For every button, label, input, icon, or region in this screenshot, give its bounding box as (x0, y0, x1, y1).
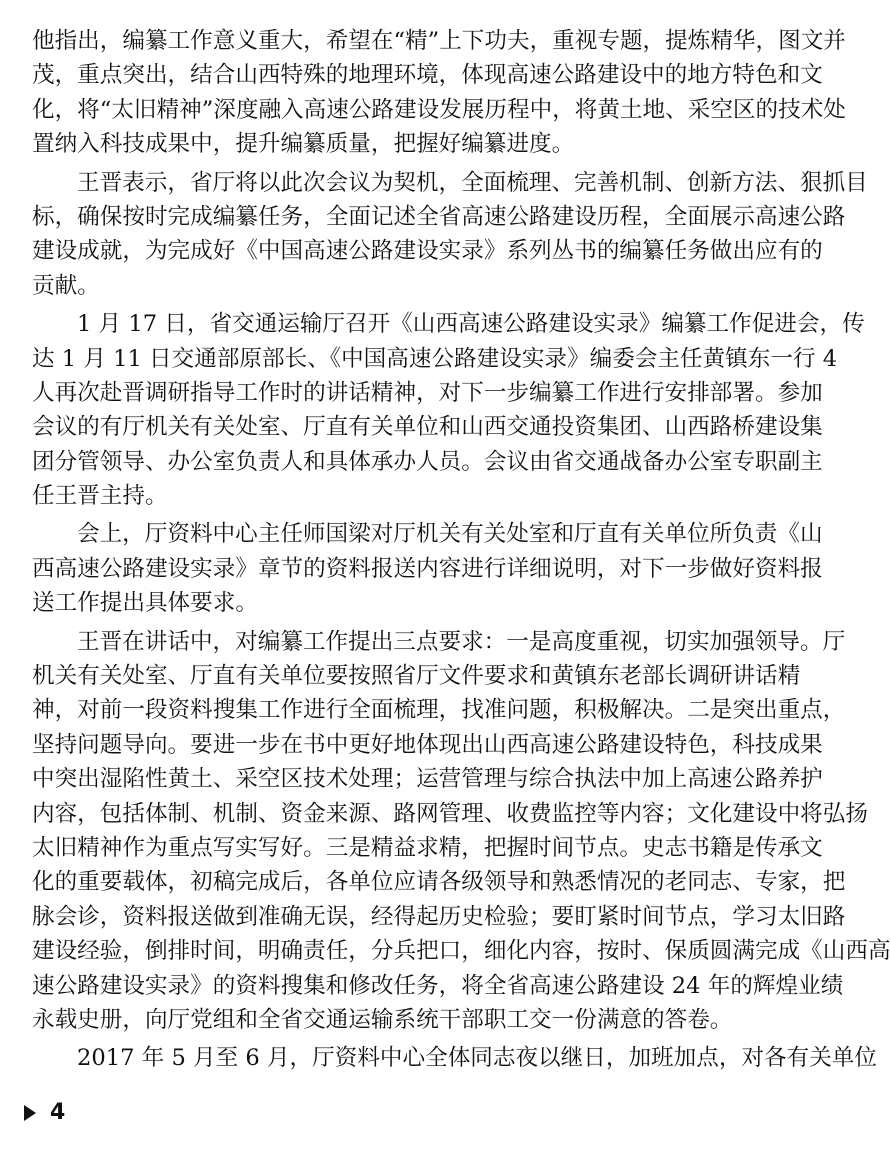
text-line: 太旧精神作为重点写实写好。三是精益求精，把握时间节点。史志书籍是传承文 (32, 834, 823, 861)
paragraph (32, 517, 823, 620)
text-line: 2017 年 5 月至 6 月，厅资料中心全体同志夜以继日，加班加点，对各有关单位 (77, 1045, 877, 1072)
text-line: 王晋在讲话中，对编纂工作提出三点要求：一是高度重视，切实加强领导。厅 (77, 628, 846, 655)
text-line: 茂，重点突出，结合山西特殊的地理环境，体现高速公路建设中的地方特色和文 (32, 62, 823, 89)
text-line: 达 1 月 11 日交通部原部长、《中国高速公路建设实录》编委会主任黄镇东一行 4 (32, 345, 838, 372)
text-line: 他指出，编纂工作意义重大，希望在“精”上下功夫，重视专题，提炼精华，图文并 (32, 28, 846, 54)
triangle-right-icon (24, 1105, 36, 1121)
text-line: 置纳入科技成果中，提升编纂质量，把握好编纂进度。 (32, 131, 575, 158)
text-line: 建设成就，为完成好《中国高速公路建设实录》系列丛书的编纂任务做出应有的 (32, 238, 823, 265)
text-line: 坚持问题导向。要进一步在书中更好地体现出山西高速公路建设特色，科技成果 (32, 731, 823, 758)
text-line: 任王晋主持。 (32, 483, 168, 510)
text-line: 内容，包括体制、机制、资金来源、路网管理、收费监控等内容；文化建设中将弘扬 (32, 800, 868, 827)
text-line: 化，将“太旧精神”深度融入高速公路建设发展历程中，将黄土地、采空区的技术处 (32, 96, 846, 123)
text-line: 速公路建设实录》的资料搜集和修改任务，将全省高速公路建设 24 年的辉煌业绩 (32, 972, 844, 999)
paragraph (32, 625, 891, 1038)
page-number: 4 (50, 1100, 66, 1125)
paragraph (32, 1041, 877, 1075)
text-line: 1 月 17 日，省交通运输厅召开《山西高速公路建设实录》编纂工作促进会，传 (77, 311, 865, 338)
text-line: 团分管领导、办公室负责人和具体承办人员。会议由省交通战备办公室专职副主 (32, 448, 823, 475)
text-line: 会上，厅资料中心主任师国梁对厅机关有关处室和厅直有关单位所负责《山 (77, 521, 823, 548)
text-line: 标，确保按时完成编纂任务，全面记述全省高速公路建设历程，全面展示高速公路 (32, 203, 846, 230)
paragraph (32, 307, 865, 513)
text-line: 化的重要载体，初稿完成后，各单位应请各级领导和熟悉情况的老同志、专家，把 (32, 869, 846, 896)
text-line: 送工作提出具体要求。 (32, 590, 258, 617)
paragraph (32, 166, 868, 304)
text-line: 会议的有厅机关有关处室、厅直有关单位和山西交通投资集团、山西路桥建设集 (32, 414, 823, 441)
text-line: 贡献。 (32, 272, 100, 299)
text-line: 西高速公路建设实录》章节的资料报送内容进行详细说明，对下一步做好资料报 (32, 555, 823, 582)
text-line: 建设经验，倒排时间，明确责任，分兵把口，细化内容，按时、保质圆满完成《山西高 (32, 938, 891, 965)
text-line: 神，对前一段资料搜集工作进行全面梳理，找准问题，积极解决。二是突出重点， (32, 697, 846, 724)
text-line: 人再次赴晋调研指导工作时的讲话精神，对下一步编纂工作进行安排部署。参加 (32, 379, 823, 406)
paragraph (32, 24, 846, 162)
page-footer (24, 1100, 65, 1125)
text-line: 脉会诊，资料报送做到准确无误，经得起历史检验；要盯紧时间节点，学习太旧路 (32, 903, 846, 930)
body-text (32, 24, 891, 1080)
text-line: 王晋表示，省厅将以此次会议为契机，全面梳理、完善机制、创新方法、狠抓目 (77, 169, 868, 196)
text-line: 机关有关处室、厅直有关单位要按照省厅文件要求和黄镇东老部长调研讲话精 (32, 663, 801, 690)
text-line: 中突出湿陷性黄土、采空区技术处理；运营管理与综合执法中加上高速公路养护 (32, 766, 823, 793)
text-line: 永载史册，向厅党组和全省交通运输系统干部职工交一份满意的答卷。 (32, 1006, 733, 1033)
